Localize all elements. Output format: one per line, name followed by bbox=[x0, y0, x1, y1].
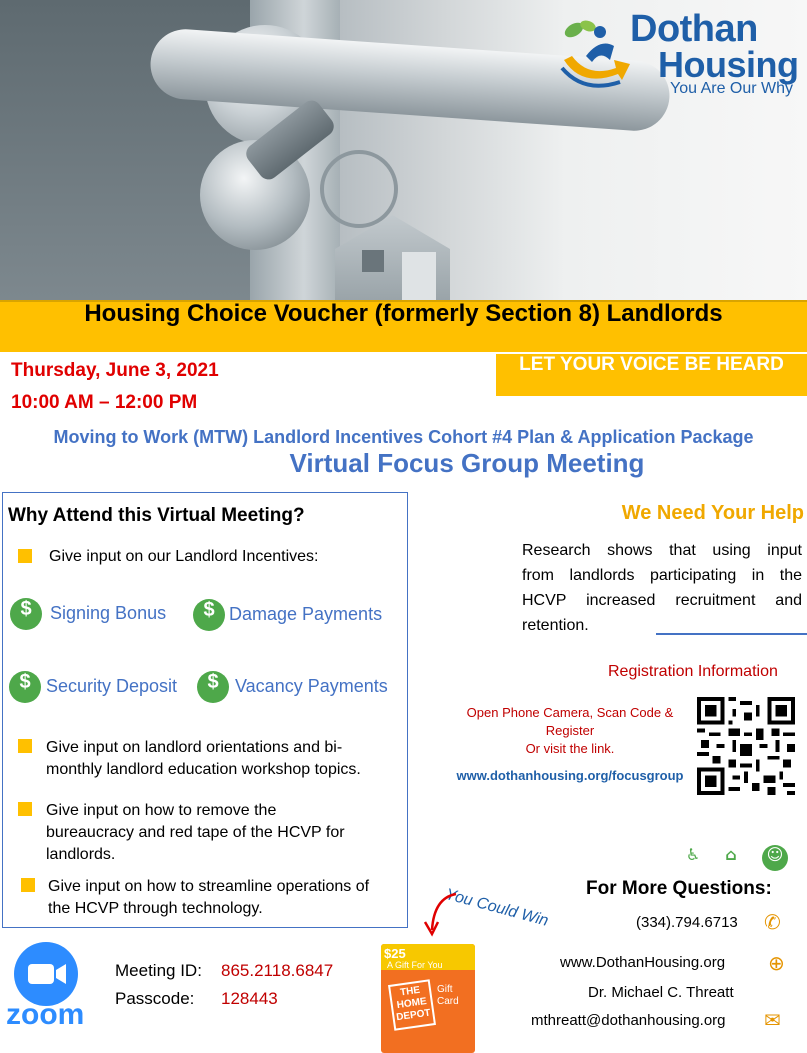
gift-card-label bbox=[437, 984, 459, 1008]
gift-card-tagline: A Gift For You bbox=[387, 960, 443, 970]
event-date: Thursday, June 3, 2021 bbox=[11, 360, 219, 381]
wheelchair-icon: ♿ bbox=[685, 845, 701, 864]
key-ring bbox=[320, 150, 398, 228]
incentive-security-deposit: Security Deposit bbox=[46, 676, 178, 696]
passcode-label: Passcode: bbox=[115, 989, 195, 1008]
gift-label-line: Card bbox=[437, 996, 459, 1007]
program-subtitle: Moving to Work (MTW) Landlord Incentives Cohort #4 Plan & Application Package bbox=[53, 427, 754, 447]
zoom-logo bbox=[6, 940, 102, 1036]
logo-emblem-icon bbox=[556, 16, 638, 92]
brand-line: THE bbox=[399, 984, 421, 999]
page-title: Housing Choice Voucher (formerly Section 8) Landlords bbox=[84, 300, 723, 327]
gift-card-amount: $25 bbox=[384, 946, 406, 961]
registration-line: Open Phone Camera, Scan Code & bbox=[466, 705, 674, 720]
gift-card-image bbox=[381, 944, 475, 1053]
registration-link[interactable]: www.dothanhousing.org/focusgroup bbox=[456, 768, 684, 783]
why-item-orientations: Give input on landlord orientations and bi-monthly landlord education workshop topics. bbox=[46, 739, 361, 778]
incentive-signing-bonus: Signing Bonus bbox=[50, 603, 167, 623]
research-line: from landlords participating in the bbox=[522, 567, 802, 584]
why-item-bureaucracy: Give input on how to remove the bureaucracy and red tape of the HCVP for landlords. bbox=[46, 802, 345, 863]
bullet-square bbox=[18, 549, 32, 563]
passcode-value: 128443 bbox=[221, 989, 278, 1008]
incentive-damage-payments: Damage Payments bbox=[229, 604, 383, 624]
event-time: 10:00 AM – 12:00 PM bbox=[11, 392, 198, 413]
why-item-technology: Give input on how to streamline operations of the HCVP through technology. bbox=[48, 878, 370, 917]
logo-tagline: You Are Our Why bbox=[670, 80, 794, 97]
dollar-icon: $ bbox=[197, 671, 229, 703]
dothan-housing-logo bbox=[556, 10, 804, 96]
research-line: Research shows that using input bbox=[522, 542, 802, 559]
arrow-icon bbox=[420, 890, 460, 940]
why-intro: Give input on our Landlord Incentives: bbox=[49, 548, 319, 565]
voice-banner: LET YOUR VOICE BE HEARD bbox=[496, 354, 807, 396]
gift-label-line: Gift bbox=[437, 984, 453, 995]
divider bbox=[656, 633, 807, 635]
contact-website[interactable]: www.DothanHousing.org bbox=[560, 954, 726, 971]
bullet-square bbox=[18, 739, 32, 753]
bullet-square bbox=[18, 802, 32, 816]
meeting-type-heading: Virtual Focus Group Meeting bbox=[289, 448, 645, 478]
registration-line: Register bbox=[545, 723, 595, 738]
globe-icon: ⊕ bbox=[768, 951, 785, 975]
phone-icon: ✆ bbox=[764, 910, 781, 934]
equal-housing-icon: ⌂ bbox=[725, 845, 737, 864]
meeting-id-label: Meeting ID: bbox=[115, 961, 202, 980]
research-line: HCVP increased recruitment and bbox=[522, 592, 802, 609]
accessibility-icon: ☺ bbox=[762, 845, 788, 871]
registration-instructions bbox=[446, 704, 694, 758]
contact-phone[interactable]: (334).794.6713 bbox=[636, 914, 738, 931]
contact-email[interactable]: mthreatt@dothanhousing.org bbox=[531, 1012, 726, 1029]
zoom-wordmark: zoom bbox=[6, 998, 85, 1031]
qr-code[interactable] bbox=[697, 697, 795, 795]
you-could-win-text: You Could Win bbox=[443, 886, 551, 930]
logo-text-dothan: Dothan bbox=[630, 8, 758, 50]
more-questions-heading: For More Questions: bbox=[586, 878, 772, 899]
research-text bbox=[522, 538, 802, 638]
email-icon: ✉ bbox=[764, 1008, 781, 1032]
registration-line: Or visit the link. bbox=[525, 741, 615, 756]
dollar-icon: $ bbox=[193, 599, 225, 631]
meeting-id-value: 865.2118.6847 bbox=[221, 961, 334, 980]
brand-line: HOME bbox=[396, 995, 428, 1012]
brand-line: DEPOT bbox=[395, 1007, 432, 1024]
need-help-heading: We Need Your Help bbox=[621, 502, 804, 524]
registration-heading: Registration Information bbox=[608, 663, 778, 680]
bullet-square bbox=[21, 878, 35, 892]
house-keychain-door bbox=[402, 252, 436, 300]
home-depot-logo bbox=[388, 979, 436, 1030]
dollar-icon: $ bbox=[10, 598, 42, 630]
house-keychain-window bbox=[362, 250, 384, 272]
logo-text-housing: Housing bbox=[658, 44, 799, 85]
incentive-vacancy-payments: Vacancy Payments bbox=[235, 676, 388, 696]
contact-person: Dr. Michael C. Threatt bbox=[588, 984, 734, 1001]
why-attend-title: Why Attend this Virtual Meeting? bbox=[8, 505, 305, 526]
research-line: retention. bbox=[522, 617, 589, 634]
dollar-icon: $ bbox=[9, 671, 41, 703]
